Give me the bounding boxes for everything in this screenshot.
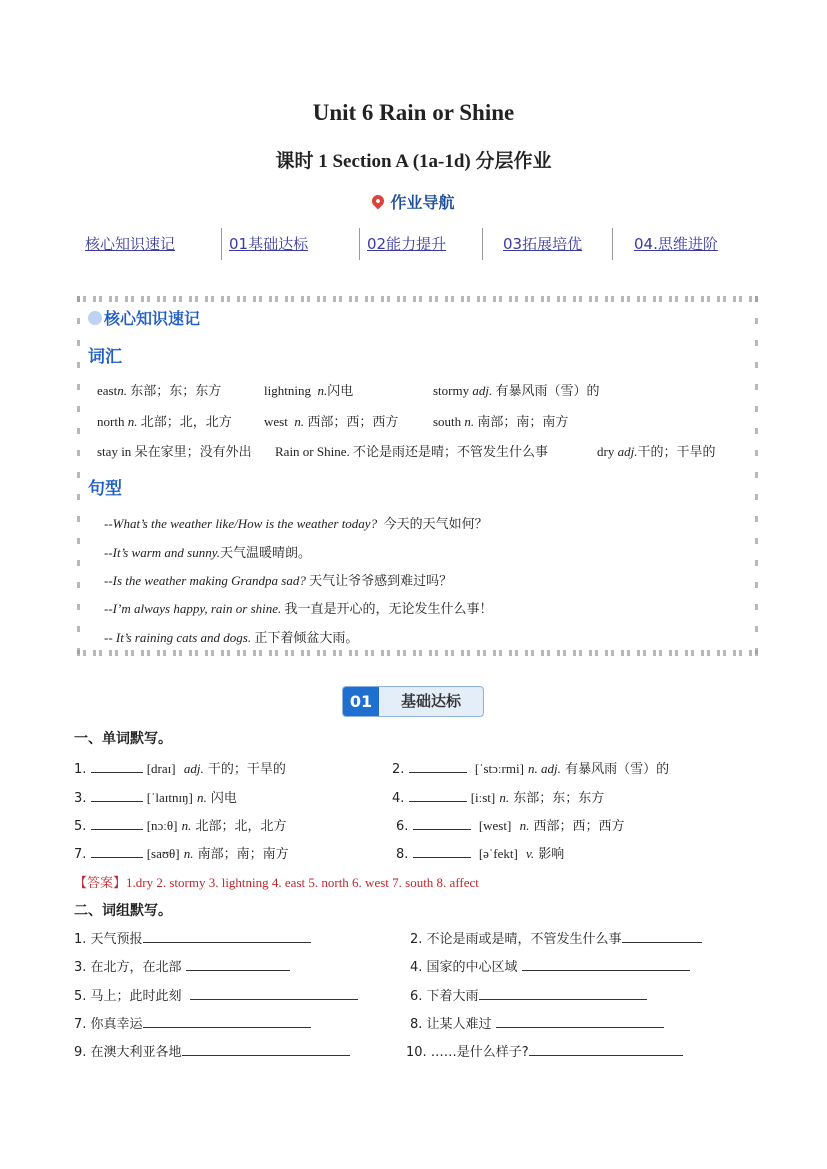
nav-link-04[interactable]: 04.思维进阶 bbox=[634, 235, 718, 253]
vocab-item: stay in 呆在家里；没有外出 bbox=[97, 444, 252, 460]
vocab-item: dry adj.干的；干旱的 bbox=[597, 444, 716, 460]
nav-divider bbox=[359, 228, 360, 260]
nav-link-01[interactable]: 01基础达标 bbox=[229, 235, 309, 253]
answer-blank[interactable] bbox=[186, 958, 290, 971]
phrase-question: 10. ……是什么样子? bbox=[406, 1041, 683, 1060]
answer-blank[interactable] bbox=[91, 845, 143, 858]
answer-blank[interactable] bbox=[91, 817, 143, 830]
part2-title: 二、词组默写。 bbox=[74, 903, 172, 919]
nav-divider bbox=[221, 228, 222, 260]
word-question: 8. [əˈfekt] v. 影响 bbox=[396, 846, 565, 862]
word-question: 1. [draɪ] adj. 干的；干旱的 bbox=[74, 761, 286, 777]
document-subtitle: 课时 1 Section A (1a-1d) 分层作业 bbox=[275, 151, 552, 172]
phrase-question: 1. 天气预报 bbox=[74, 928, 311, 947]
word-question: 4. [iːst] n. 东部；东；东方 bbox=[392, 790, 605, 806]
answer-blank[interactable] bbox=[190, 987, 358, 1000]
phrase-question: 4. 国家的中心区域 bbox=[410, 956, 690, 975]
vocab-item: Rain or Shine. 不论是雨还是晴；不管发生什么事 bbox=[275, 444, 549, 460]
vocab-item: south n. 南部；南；南方 bbox=[433, 414, 569, 430]
core-heading: 核心知识速记 bbox=[88, 306, 200, 329]
sentence-heading: 句型 bbox=[88, 479, 122, 499]
nav-link-03[interactable]: 03拓展培优 bbox=[503, 235, 583, 253]
word-question: 2. [ˈstɔːrmi] n. adj. 有暴风雨（雪）的 bbox=[392, 761, 670, 777]
phrase-question: 2. 不论是雨或是晴，不管发生什么事 bbox=[410, 928, 702, 947]
answer-blank[interactable] bbox=[413, 845, 471, 858]
sentence-item: --Is the weather making Grandpa sad? 天气让爷爷感到难过吗？ bbox=[104, 573, 453, 589]
section-01-badge bbox=[342, 686, 484, 717]
nav-link-core[interactable]: 核心知识速记 bbox=[85, 235, 176, 253]
section-number: 01 bbox=[343, 687, 379, 716]
nav-divider bbox=[612, 228, 613, 260]
sentence-item: --What’s the weather like/How is the weather today? 今天的天气如何？ bbox=[104, 516, 488, 532]
answer-blank[interactable] bbox=[479, 987, 647, 1000]
answer-blank[interactable] bbox=[91, 789, 143, 802]
nav-heading: 作业导航 bbox=[0, 190, 827, 213]
part1-title: 一、单词默写。 bbox=[74, 731, 172, 747]
answer-blank[interactable] bbox=[413, 817, 471, 830]
nav-divider bbox=[482, 228, 483, 260]
answer-blank[interactable] bbox=[622, 930, 702, 943]
vocab-item: lightning n.闪电 bbox=[264, 383, 354, 399]
sentence-item: --It’s warm and sunny.天气温暖晴朗。 bbox=[104, 545, 312, 561]
answer-blank[interactable] bbox=[522, 958, 690, 971]
answer-blank[interactable] bbox=[409, 760, 467, 773]
location-pin-icon bbox=[370, 193, 387, 210]
vocab-item: north n. 北部；北，北方 bbox=[97, 414, 232, 430]
word-question: 6. [west] n. 西部；西；西方 bbox=[396, 818, 625, 834]
answer-blank[interactable] bbox=[529, 1043, 683, 1056]
answer-blank[interactable] bbox=[91, 760, 143, 773]
phrase-question: 9. 在澳大利亚各地 bbox=[74, 1041, 350, 1060]
phrase-question: 3. 在北方，在北部 bbox=[74, 956, 290, 975]
vocab-item: eastn. 东部；东；东方 bbox=[97, 383, 222, 399]
word-question: 5. [nɔːθ] n. 北部；北，北方 bbox=[74, 818, 287, 834]
word-question: 3. [ˈlaɪtnɪŋ] n. 闪电 bbox=[74, 790, 237, 806]
phrase-question: 6. 下着大雨 bbox=[410, 985, 647, 1004]
answer-blank[interactable] bbox=[182, 1043, 350, 1056]
answer-blank[interactable] bbox=[409, 789, 467, 802]
phrase-question: 7. 你真幸运 bbox=[74, 1013, 311, 1032]
answer-blank[interactable] bbox=[143, 930, 311, 943]
vocab-item: stormy adj. 有暴风雨（雪）的 bbox=[433, 383, 600, 399]
answer-key: 【答案】1.dry 2. stormy 3. lightning 4. east 5. north 6. west 7. south 8. affect bbox=[74, 875, 479, 891]
sentence-item: -- It’s raining cats and dogs. 正下着倾盆大雨。 bbox=[104, 630, 359, 646]
word-question: 7. [saʊθ] n. 南部；南；南方 bbox=[74, 846, 289, 862]
document-title: Unit 6 Rain or Shine bbox=[312, 100, 515, 125]
answer-blank[interactable] bbox=[496, 1015, 664, 1028]
nav-link-02[interactable]: 02能力提升 bbox=[367, 235, 447, 253]
answer-blank[interactable] bbox=[143, 1015, 311, 1028]
phrase-question: 8. 让某人难过 bbox=[410, 1013, 664, 1032]
vocab-heading: 词汇 bbox=[88, 347, 122, 367]
sentence-item: --I’m always happy, rain or shine. 我一直是开心的，无论发生什么事！ bbox=[104, 601, 493, 617]
heading-badge-icon bbox=[88, 311, 102, 325]
phrase-question: 5. 马上；此时此刻 bbox=[74, 985, 358, 1004]
vocab-item: west n. 西部；西；西方 bbox=[264, 414, 399, 430]
section-label: 基础达标 bbox=[400, 692, 461, 710]
